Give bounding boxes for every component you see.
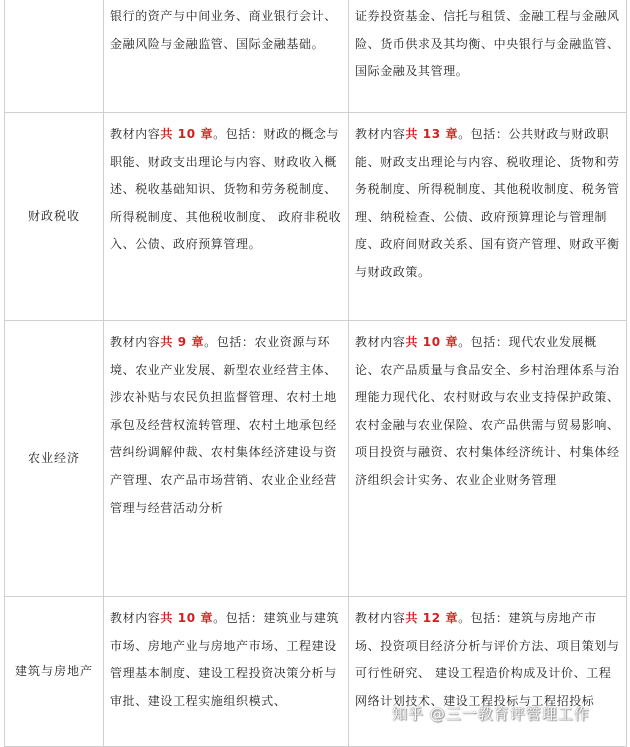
content-prefix: 教材内容 (355, 611, 406, 625)
category-cell: 农业经济 (5, 321, 104, 597)
category-cell (5, 0, 104, 113)
table-row (5, 0, 627, 113)
right-content-cell (349, 321, 627, 597)
content-prefix: 教材内容 (355, 127, 406, 141)
category-cell: 建筑与房地产 (5, 597, 104, 747)
right-content-cell (349, 597, 627, 747)
table-row (5, 597, 627, 747)
content-prefix: 教材内容 (110, 127, 161, 141)
left-content-cell (104, 321, 349, 597)
content-text: 。包括：现代农业发展概论、农产品质量与食品安全、乡村治理体系与治理能力现代化、农村财政与农业支持保护政策、农村金融与农业保险、农产品供需与贸易影响、项目投资与融资、农村集体经济统计、村集体经济组织会计实务、农业企业财务管理 (355, 335, 620, 487)
chapter-count: 共 10 章 (160, 611, 214, 625)
content-prefix: 教材内容 (110, 611, 161, 625)
content-text: 。包括：建筑业与建筑市场、房地产业与房地产市场、工程建设管理基本制度、建设工程投资决策分析与审批、建设工程实施组织模式、 (110, 611, 340, 708)
category-cell: 财政税收 (5, 113, 104, 321)
chapter-count: 共 13 章 (405, 127, 459, 141)
chapter-count: 共 10 章 (405, 335, 459, 349)
watermark: 知乎 @三一教育评管理工作 (392, 705, 590, 723)
content-text: 。包括：公共财政与财政职能、财政支出理论与内容、税收理论、货物和劳务税制度、所得税制度、其他税收制度、税务管理、纳税检查、公债、政府预算理论与管理制度、政府间财政关系、国有资产管理、财政平衡与财政政策。 (355, 127, 620, 279)
chapter-count: 共 12 章 (405, 611, 459, 625)
left-content-cell (104, 597, 349, 747)
content-prefix: 教材内容 (110, 335, 161, 349)
comparison-table (4, 0, 627, 747)
right-content-cell (349, 113, 627, 321)
table-row (5, 113, 627, 321)
content-text: 银行的资产与中间业务、商业银行会计、金融风险与金融监管、国际金融基础。 (110, 9, 337, 51)
content-text: 。包括：建筑与房地产市场、投资项目经济分析与评价方法、项目策划与可行性研究、 建设工程造价构成及计价、工程网络计划技术、建设工程投标与工程招投标 (355, 611, 620, 708)
right-content-cell (349, 0, 627, 113)
chapter-count: 共 10 章 (160, 127, 214, 141)
content-prefix: 教材内容 (355, 335, 406, 349)
content-text: 证券投资基金、信托与租赁、金融工程与金融风险、货币供求及其均衡、中央银行与金融监管、国际金融及其管理。 (355, 9, 620, 79)
chapter-count: 共 9 章 (160, 335, 205, 349)
left-content-cell (104, 0, 349, 113)
left-content-cell (104, 113, 349, 321)
table-row (5, 321, 627, 597)
content-text: 。包括：财政的概念与职能、财政支出理论与内容、财政收入概述、税收基础知识、货物和劳务税制度、所得税制度、其他税收制度、 政府非税收入、公债、政府预算管理。 (110, 127, 342, 252)
content-text: 。包括：农业资源与环境、农业产业发展、新型农业经营主体、涉农补贴与农民负担监督管理、农村土地承包及经营权流转管理、农村土地承包经营纠纷调解仲裁、农村集体经济建设与资产管理、农产品市场营销、农业企业经营管理与经营活动分析 (110, 335, 337, 515)
